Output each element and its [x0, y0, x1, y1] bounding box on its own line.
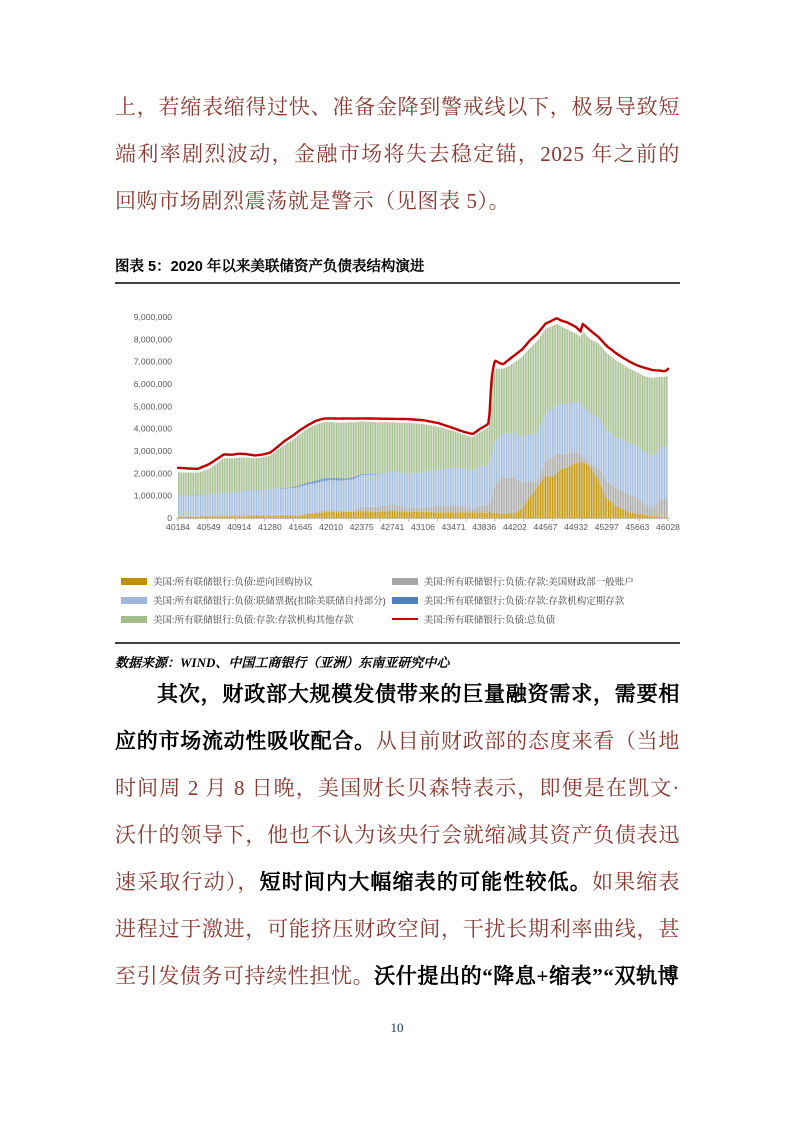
legend-item [121, 574, 386, 588]
stacked-bar-chart [115, 294, 680, 536]
text-run-bold: 短时间内大幅缩表的可能性较低。 [259, 870, 592, 894]
x-axis-label: 41645 [288, 522, 313, 532]
text-run: 上，若缩表缩得过快、准备金降到警戒线以下，极易导致短端利率剧烈波动，金融市场将失去稳定锚，2025 年之前的回购市场剧烈震荡就是警示（见图表 5）。 [115, 95, 680, 213]
x-axis-label: 44567 [533, 522, 558, 532]
legend-label: 美国:所有联储银行:负债:联储票据(扣除美联储自持部分) [153, 596, 386, 607]
x-axis-label: 45297 [594, 522, 619, 532]
text-run-bold: 其次，财政部大规模发债带来的巨量融资需求，需要相应的市场流动性吸收配合。 [115, 682, 680, 753]
x-axis-label: 42375 [349, 522, 374, 532]
x-axis-label: 44932 [564, 522, 589, 532]
y-axis-label: 8,000,000 [133, 334, 172, 345]
figure-source: 数据来源：WIND、中国工商银行（亚洲）东南亚研究中心 [115, 642, 680, 671]
x-axis-label: 43106 [411, 522, 435, 532]
text-run: 从目前财政部的态度来看（当地时间周 2 月 8 日晚，美国财长贝森特表示，即便是在凯文·沃什的领导下，他也不认为该央行会就缩减其资产负债表迅速采取行动）， [115, 729, 680, 894]
x-axis-label: 43471 [441, 522, 466, 532]
y-axis-label: 1,000,000 [133, 490, 172, 501]
legend-color-swatch [392, 597, 418, 604]
legend-label: 美国:所有联储银行:负债:总负债 [423, 615, 556, 626]
figure-5 [115, 255, 680, 671]
legend-label: 美国:所有联储银行:负债:存款:存款机构定期存款 [423, 596, 625, 607]
text-run: 如果缩表进程过于激进，可能挤压财政空间，干扰长期利率曲线，甚至引发债务可持续性担忧。 [115, 870, 681, 988]
legend-color-swatch [121, 578, 147, 585]
figure-title: 图表 5：2020 年以来美联储资产负债表结构演进 [115, 255, 680, 284]
y-axis-label: 5,000,000 [133, 401, 172, 412]
legend-item [121, 593, 386, 607]
x-axis-label: 42741 [380, 522, 405, 532]
text-run-bold: 沃什提出的“降息+缩表”“双轨博 [374, 964, 680, 988]
legend-line-swatch [392, 618, 418, 620]
y-axis-label: 7,000,000 [133, 356, 172, 367]
page-number: 10 [390, 1020, 404, 1035]
x-axis-label: 40184 [166, 522, 190, 532]
legend-item [392, 593, 634, 607]
x-axis-label: 42010 [319, 522, 344, 532]
y-axis-label: 4,000,000 [133, 423, 172, 434]
legend-item [392, 612, 634, 626]
x-axis-label: 46028 [656, 522, 680, 532]
legend-item [121, 612, 386, 626]
y-axis-label: 0 [167, 513, 172, 523]
y-axis-label: 3,000,000 [133, 446, 172, 456]
paragraph-intro [115, 84, 680, 225]
chart-legend [121, 574, 634, 626]
paragraph-body [115, 671, 680, 1000]
x-axis-label: 40914 [227, 522, 252, 532]
legend-label: 美国:所有联储银行:负债:逆向回购协议 [153, 577, 313, 588]
x-axis-label: 45663 [625, 522, 650, 532]
legend-color-swatch [121, 616, 147, 623]
x-axis-label: 41280 [257, 522, 282, 532]
x-axis-label: 44202 [502, 522, 527, 532]
legend-color-swatch [121, 597, 147, 604]
y-axis-label: 6,000,000 [133, 379, 172, 389]
y-axis-label: 2,000,000 [133, 468, 172, 479]
legend-item [392, 574, 634, 588]
x-axis-label: 43836 [472, 522, 497, 532]
y-axis-label: 9,000,000 [133, 312, 172, 322]
x-axis-label: 40549 [196, 522, 221, 532]
chart-area [115, 294, 680, 626]
legend-label: 美国:所有联储银行:负债:存款:美国财政部一般账户 [423, 577, 634, 588]
legend-label: 美国:所有联储银行:负债:存款:存款机构其他存款 [153, 615, 354, 626]
legend-color-swatch [392, 578, 418, 585]
